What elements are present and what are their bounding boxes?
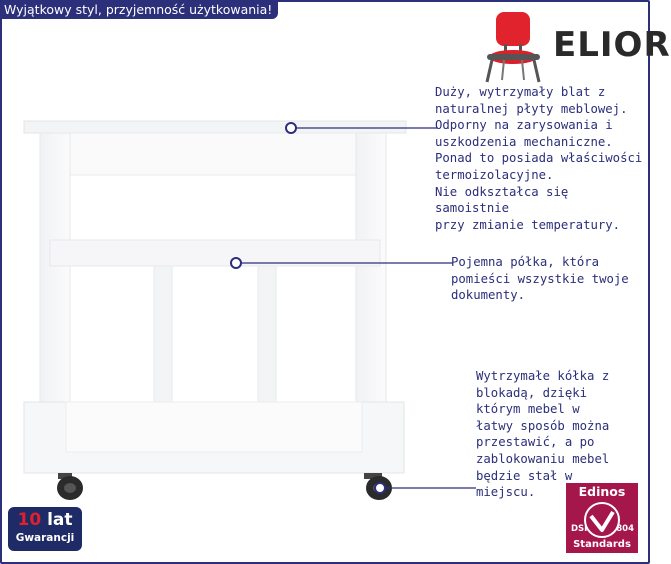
tagline-banner: Wyjątkowy styl, przyjemność użytkowania! xyxy=(0,0,278,19)
certificate-seal-icon xyxy=(582,500,622,540)
feature-desc-middle: Pojemna półka, która pomieści wszystkie twoje dokumenty. xyxy=(451,255,629,303)
edinos-certificate-badge xyxy=(566,483,638,553)
warranty-years: 10 xyxy=(17,510,42,530)
feature-desc-bottom: Wytrzymałe kółka z blokadą, dzięki którym mebel w łatwy sposób można przestawić, a po zablokowaniu mebel będzie stał w miejscu. xyxy=(476,369,610,500)
certificate-code-right: 804 xyxy=(616,524,634,534)
brand-logo-text: ELIOR xyxy=(553,25,671,65)
wheel-right xyxy=(364,473,392,500)
feature-desc-top: Duży, wytrzymały blat z naturalnej płyty meblowej. Odporny na zarysowania i uszkodzenia mechaniczne. Ponad to posiada właściwości termoizolacyjne. Nie odkształca się samoistnie przy zmianie temperatury. xyxy=(435,85,643,232)
wheel-left xyxy=(57,473,83,500)
warranty-badge xyxy=(8,507,82,551)
warranty-label: Gwarancji xyxy=(15,532,75,544)
certificate-label: Standards xyxy=(573,539,631,550)
certificate-code-left: DSI xyxy=(571,524,588,534)
warranty-unit: lat xyxy=(47,510,73,530)
certificate-name: Edinos xyxy=(578,484,626,499)
